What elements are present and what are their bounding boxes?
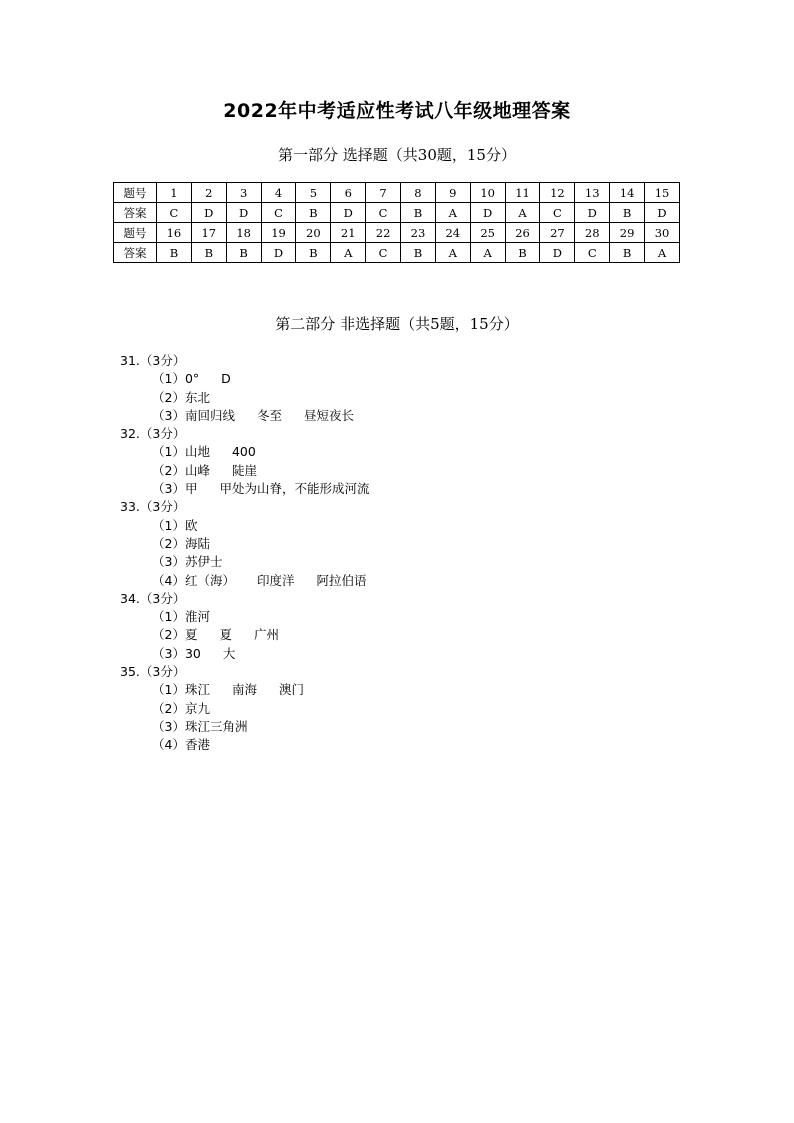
answer-text: 淮河 <box>184 609 210 625</box>
answer-text: 山峰 <box>184 462 210 478</box>
question-number-cell: 23 <box>401 223 436 243</box>
row-label: 答案 <box>114 243 157 263</box>
question-number-cell: 13 <box>575 183 610 203</box>
answer-text: 欧 <box>184 517 198 533</box>
answer-cell: A <box>470 243 505 263</box>
question-number-cell: 22 <box>366 223 401 243</box>
question-number-cell: 30 <box>645 223 680 243</box>
answer-text: 昼短夜长 <box>303 407 354 423</box>
sub-question-label: （3） <box>152 481 185 497</box>
sub-question-label: （1） <box>152 444 185 460</box>
answer-cell: C <box>157 203 192 223</box>
document-title: 2022年中考适应性考试八年级地理答案 <box>223 100 571 122</box>
question-number-cell: 4 <box>261 183 296 203</box>
answer-text: 海陆 <box>184 535 210 551</box>
question-number-cell: 19 <box>261 223 296 243</box>
question-number-cell: 9 <box>435 183 470 203</box>
question-number-cell: 21 <box>331 223 366 243</box>
part1-heading: 第一部分 选择题（共30题，15分） <box>278 146 516 164</box>
answer-line <box>120 718 391 736</box>
question-title: 35.（3分） <box>120 664 186 680</box>
question-number-cell: 27 <box>540 223 575 243</box>
question-title: 31.（3分） <box>120 353 186 368</box>
answer-text: 400 <box>231 444 256 460</box>
answer-cell: D <box>540 243 575 263</box>
answer-line <box>120 626 391 644</box>
answer-cell: B <box>401 203 436 223</box>
answer-line <box>120 517 391 535</box>
answer-cell: B <box>191 243 226 263</box>
question-number-cell: 11 <box>505 183 540 203</box>
answer-text: 澳门 <box>278 682 304 698</box>
sub-question-label: （1） <box>152 517 185 533</box>
row-label: 题号 <box>114 223 157 243</box>
table-number-row <box>114 183 680 203</box>
answer-cell: D <box>470 203 505 223</box>
answer-cell: D <box>645 203 680 223</box>
answer-text: 印度洋 <box>256 572 295 588</box>
sub-question-label: （1） <box>152 682 185 698</box>
question-number-cell: 8 <box>401 183 436 203</box>
question-number-cell: 24 <box>435 223 470 243</box>
answer-cell: B <box>610 203 645 223</box>
question-number-cell: 1 <box>157 183 192 203</box>
answer-line <box>120 462 391 480</box>
answer-cell: C <box>366 243 401 263</box>
answer-text: 南海 <box>231 682 257 698</box>
answer-line <box>120 608 391 626</box>
question-number-cell: 16 <box>157 223 192 243</box>
answer-text: 30 <box>184 645 201 661</box>
answer-cell: A <box>505 203 540 223</box>
answer-table <box>113 182 680 263</box>
answer-cell: B <box>401 243 436 263</box>
question-number-cell: 14 <box>610 183 645 203</box>
answer-text: 0° <box>184 371 200 387</box>
answer-text: 珠江三角洲 <box>184 718 248 734</box>
answer-text: 广州 <box>253 627 279 643</box>
answer-cell: D <box>331 203 366 223</box>
answer-line <box>120 535 391 553</box>
question-number-cell: 2 <box>191 183 226 203</box>
row-label: 答案 <box>114 203 157 223</box>
question-number-cell: 25 <box>470 223 505 243</box>
answer-text: 阿拉伯语 <box>316 572 367 588</box>
answer-text: 冬至 <box>256 407 282 423</box>
question-number-cell: 26 <box>505 223 540 243</box>
sub-question-label: （2） <box>152 535 185 551</box>
answer-line <box>120 681 391 699</box>
sub-question-label: （2） <box>152 389 185 405</box>
answer-cell: C <box>575 243 610 263</box>
answer-cell: B <box>296 203 331 223</box>
table-answer-row <box>114 203 680 223</box>
answer-line <box>120 553 391 571</box>
sub-question-label: （3） <box>152 554 185 570</box>
answer-cell: B <box>505 243 540 263</box>
part2-answers <box>120 352 391 755</box>
question-number-cell: 12 <box>540 183 575 203</box>
sub-question-label: （3） <box>152 718 185 734</box>
answer-cell: D <box>191 203 226 223</box>
question-number-cell: 15 <box>645 183 680 203</box>
answer-text: 夏 <box>219 627 232 643</box>
question-title: 32.（3分） <box>120 426 186 442</box>
answer-cell: A <box>645 243 680 263</box>
answer-cell: C <box>366 203 401 223</box>
sub-question-label: （4） <box>152 737 185 753</box>
answer-cell: A <box>435 203 470 223</box>
part2-heading: 第二部分 非选择题（共5题，15分） <box>275 315 519 333</box>
answer-text: 山地 <box>184 444 210 460</box>
sub-question-label: （2） <box>152 462 185 478</box>
answer-text: 香港 <box>184 737 210 753</box>
answer-line <box>120 443 391 461</box>
answer-cell: B <box>610 243 645 263</box>
question-number-cell: 10 <box>470 183 505 203</box>
question-number-cell: 6 <box>331 183 366 203</box>
answer-text: 夏 <box>184 627 198 643</box>
answer-line <box>120 736 391 754</box>
answer-text: 珠江 <box>184 682 210 698</box>
answer-cell: B <box>157 243 192 263</box>
answer-text: 京九 <box>184 700 210 716</box>
answer-cell: C <box>261 203 296 223</box>
question-title: 33.（3分） <box>120 499 186 515</box>
answer-line <box>120 480 391 498</box>
answer-text: 苏伊士 <box>184 554 223 570</box>
answer-text: 东北 <box>184 389 210 405</box>
question-number-cell: 5 <box>296 183 331 203</box>
answer-text: 大 <box>222 645 236 661</box>
table-answer-row <box>114 243 680 263</box>
sub-question-label: （4） <box>152 572 185 588</box>
answer-cell: A <box>331 243 366 263</box>
answer-line <box>120 407 391 425</box>
answer-cell: D <box>226 203 261 223</box>
question-number-cell: 20 <box>296 223 331 243</box>
question-number-cell: 17 <box>191 223 226 243</box>
answer-text: 陡崖 <box>231 462 257 478</box>
sub-question-label: （3） <box>152 407 185 423</box>
answer-cell: D <box>575 203 610 223</box>
answer-cell: D <box>261 243 296 263</box>
answer-line <box>120 370 391 388</box>
sub-question-label: （2） <box>152 700 185 716</box>
answer-line <box>120 572 391 590</box>
sub-question-label: （1） <box>152 371 185 387</box>
answer-line <box>120 700 391 718</box>
question-number-cell: 7 <box>366 183 401 203</box>
question-title: 34.（3分） <box>120 590 186 606</box>
row-label: 题号 <box>114 183 157 203</box>
question-number-cell: 29 <box>610 223 645 243</box>
answer-text: 南回归线 <box>184 407 235 423</box>
answer-line <box>120 645 391 663</box>
sub-question-label: （1） <box>152 609 185 625</box>
question-number-cell: 28 <box>575 223 610 243</box>
answer-cell: A <box>435 243 470 263</box>
sub-question-label: （2） <box>152 627 185 643</box>
question-number-cell: 3 <box>226 183 261 203</box>
answer-line <box>120 389 391 407</box>
answer-text: 甲 <box>184 481 198 497</box>
answer-cell: B <box>296 243 331 263</box>
answer-cell: C <box>540 203 575 223</box>
answer-cell: B <box>226 243 261 263</box>
table-number-row <box>114 223 680 243</box>
sub-question-label: （3） <box>152 645 185 661</box>
answer-text: 红（海） <box>184 572 235 588</box>
question-number-cell: 18 <box>226 223 261 243</box>
answer-text: D <box>221 371 231 387</box>
answer-text: 甲处为山脊，不能形成河流 <box>219 481 370 497</box>
